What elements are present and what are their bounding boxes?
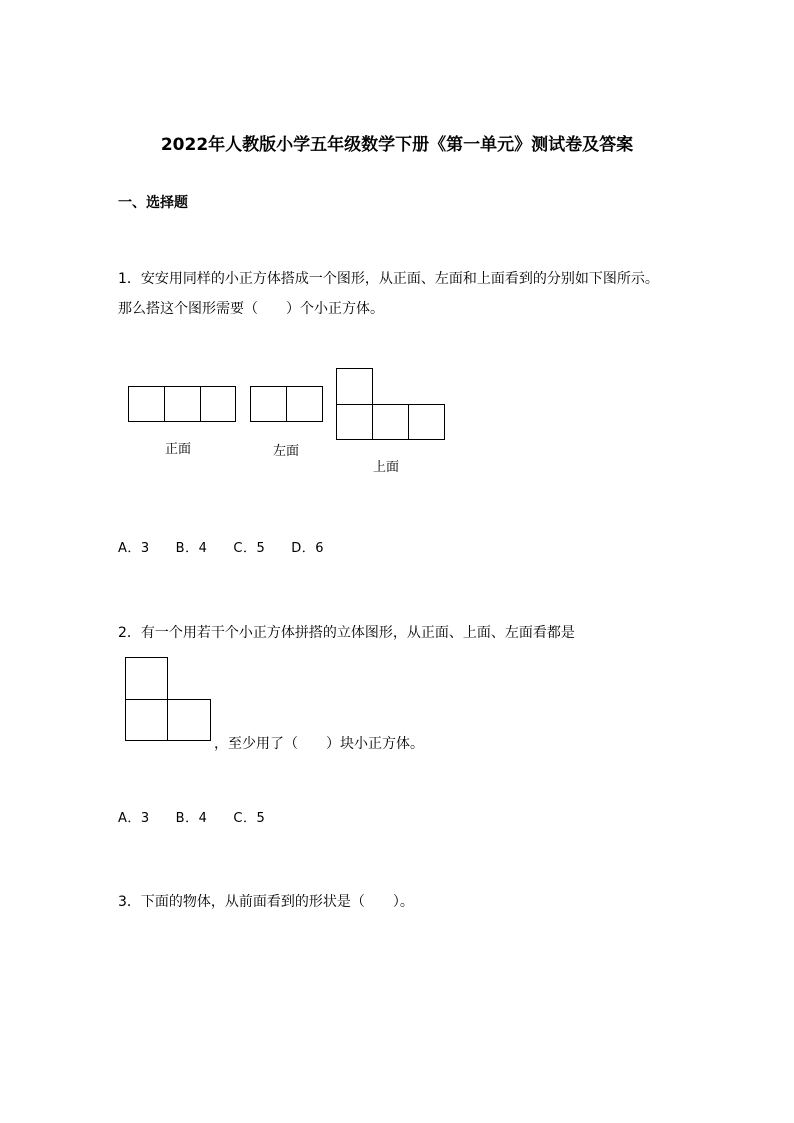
q2-view-figure [125,657,211,741]
question-1-choices [118,537,324,556]
choice-c[interactable]: C．5 [233,541,266,556]
choice-b[interactable]: B．4 [175,811,208,826]
left-view-label: 左面 [273,444,300,459]
left-view-figure [250,386,323,422]
front-view-label: 正面 [165,442,192,457]
question-1-text-line2: 那么搭这个图形需要（ ）个小正方体。 [118,301,384,317]
choice-c[interactable]: C．5 [233,811,266,826]
question-2-choices [118,807,265,826]
choice-d[interactable]: D．6 [291,541,325,556]
question-1-text-line1: 1．安安用同样的小正方体搭成一个图形，从正面、左面和上面看到的分别如下图所示。 [118,271,659,287]
top-view-figure [336,368,445,440]
page-title: 2022年人教版小学五年级数学下册《第一单元》测试卷及答案 [160,135,634,155]
choice-a[interactable]: A．3 [118,811,150,826]
choice-a[interactable]: A．3 [118,541,150,556]
question-3-text: 3．下面的物体，从前面看到的形状是（ ）。 [118,894,414,910]
choice-b[interactable]: B．4 [175,541,208,556]
section-heading: 一、选择题 [118,195,188,211]
question-2-text-line2: ，至少用了（ ）块小正方体。 [214,736,424,752]
front-view-figure [128,386,236,422]
top-view-label: 上面 [373,460,400,475]
question-2-text-line1: 2．有一个用若干个小正方体拼搭的立体图形，从正面、上面、左面看都是 [118,625,575,641]
